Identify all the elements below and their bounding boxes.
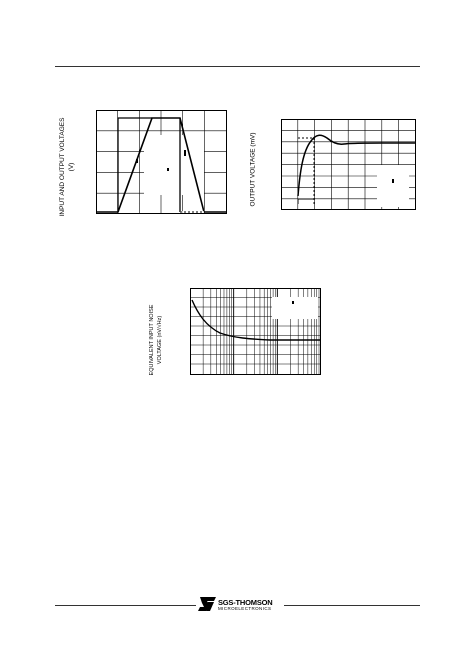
chart2-step-response (281, 119, 417, 211)
chart2-input-step (298, 199, 314, 204)
chart1-marker (136, 159, 138, 163)
chart1-ylabel (58, 97, 76, 237)
chart1-transient-response (96, 110, 228, 215)
chart1-note-box (144, 135, 204, 195)
footer-brand: SGS-THOMSON (218, 598, 273, 607)
chart1-ylabel-line1: INPUT AND OUTPUT VOLTAGES (59, 117, 66, 217)
chart3-noise-voltage (190, 288, 322, 376)
chart3-ylabel-line1: EQUIVALENT INPUT NOISE (149, 304, 155, 376)
chart2-ylabel: OUTPUT VOLTAGE (mV) (249, 132, 257, 207)
chart3-ylabel (148, 290, 164, 390)
header-rule (55, 66, 420, 67)
chart3-marker (292, 301, 294, 304)
chart1-tick-mark-2 (184, 150, 186, 156)
chart3-ylabel-line2: VOLTAGE (nV/√Hz) (157, 315, 163, 365)
chart1-ylabel-line2: (V) (68, 162, 75, 172)
chart2-marker (392, 179, 394, 183)
st-logo-icon (198, 597, 216, 611)
footer-subtitle: MICROELECTRONICS (218, 606, 272, 611)
chart1-tick-mark (167, 168, 169, 171)
chart3-note-box (272, 297, 318, 319)
chart2-note-box (377, 165, 409, 207)
